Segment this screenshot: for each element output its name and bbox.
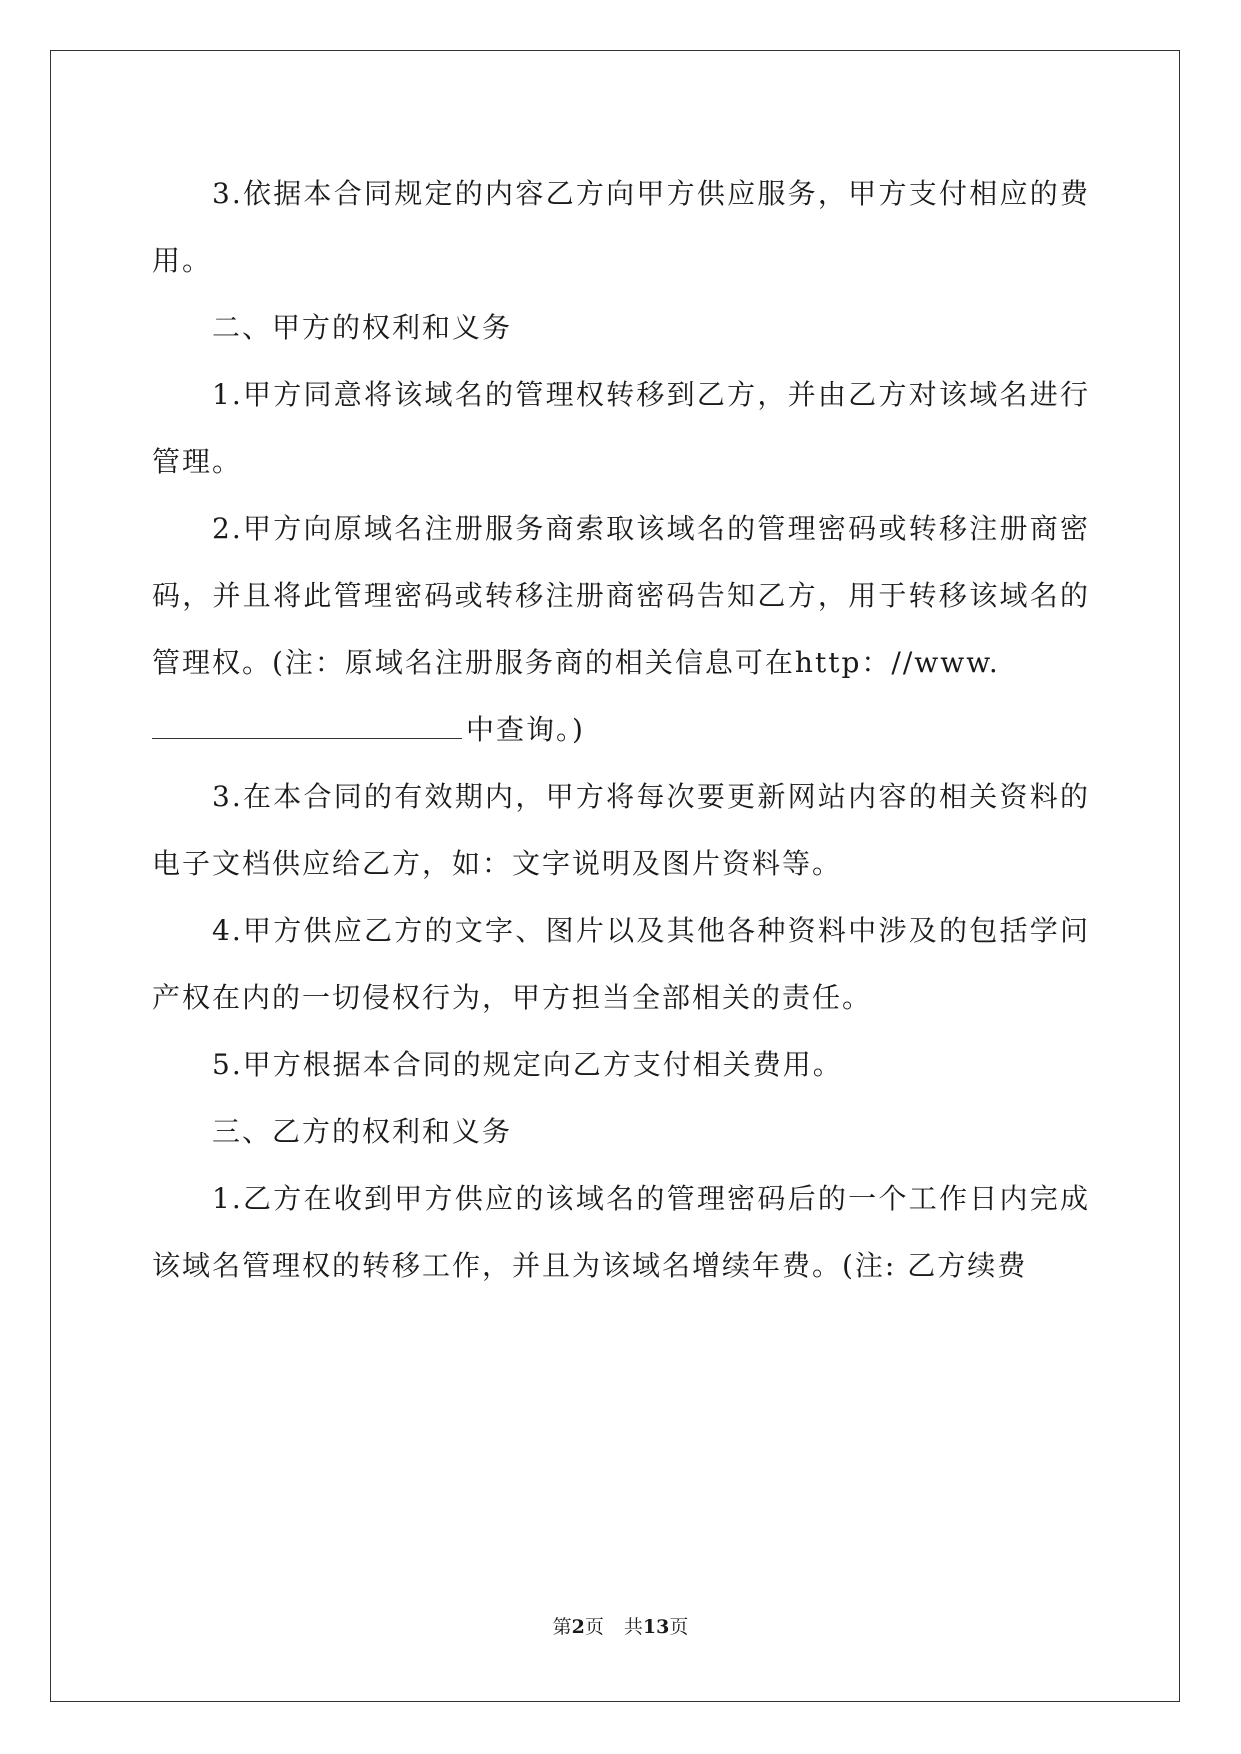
paragraph: 3.依据本合同规定的内容乙方向甲方供应服务，甲方支付相应的费用。 — [152, 177, 1090, 277]
paragraph-continuation — [152, 696, 1090, 763]
footer-page-suffix: 页 — [584, 1616, 604, 1638]
page-number: 2 — [571, 1616, 585, 1638]
paragraph: 1.甲方同意将该域名的管理权转移到乙方，并由乙方对该域名进行管理。 — [152, 378, 1090, 478]
document-body — [152, 160, 1090, 1299]
paragraph-text: 中查询。) — [466, 713, 585, 746]
paragraph: 4.甲方供应乙方的文字、图片以及其他各种资料中涉及的包括学问产权在内的一切侵权行为，甲方担当全部相关的责任。 — [152, 914, 1090, 1014]
page-footer — [0, 1612, 1241, 1639]
section-heading: 三、乙方的权利和义务 — [212, 1115, 513, 1148]
footer-prefix: 第 — [552, 1616, 572, 1638]
section-heading: 二、甲方的权利和义务 — [212, 311, 513, 344]
paragraph: 5.甲方根据本合同的规定向乙方支付相关费用。 — [212, 1048, 843, 1081]
paragraph: 2.甲方向原域名注册服务商索取该域名的管理密码或转移注册商密码，并且将此管理密码或转移注册商密码告知乙方，用于转移该域名的管理权。(注：原域名注册服务商的相关信息可在http：//www. — [152, 512, 1090, 679]
footer-total-suffix: 页 — [669, 1616, 689, 1638]
footer-total-prefix: 共 — [623, 1616, 643, 1638]
fill-in-blank — [152, 708, 462, 739]
paragraph: 3.在本合同的有效期内，甲方将每次要更新网站内容的相关资料的电子文档供应给乙方，如：文字说明及图片资料等。 — [152, 780, 1090, 880]
total-pages: 13 — [642, 1616, 670, 1638]
paragraph: 1.乙方在收到甲方供应的该域名的管理密码后的一个工作日内完成该域名管理权的转移工作，并且为该域名增续年费。(注: 乙方续费 — [152, 1182, 1090, 1282]
